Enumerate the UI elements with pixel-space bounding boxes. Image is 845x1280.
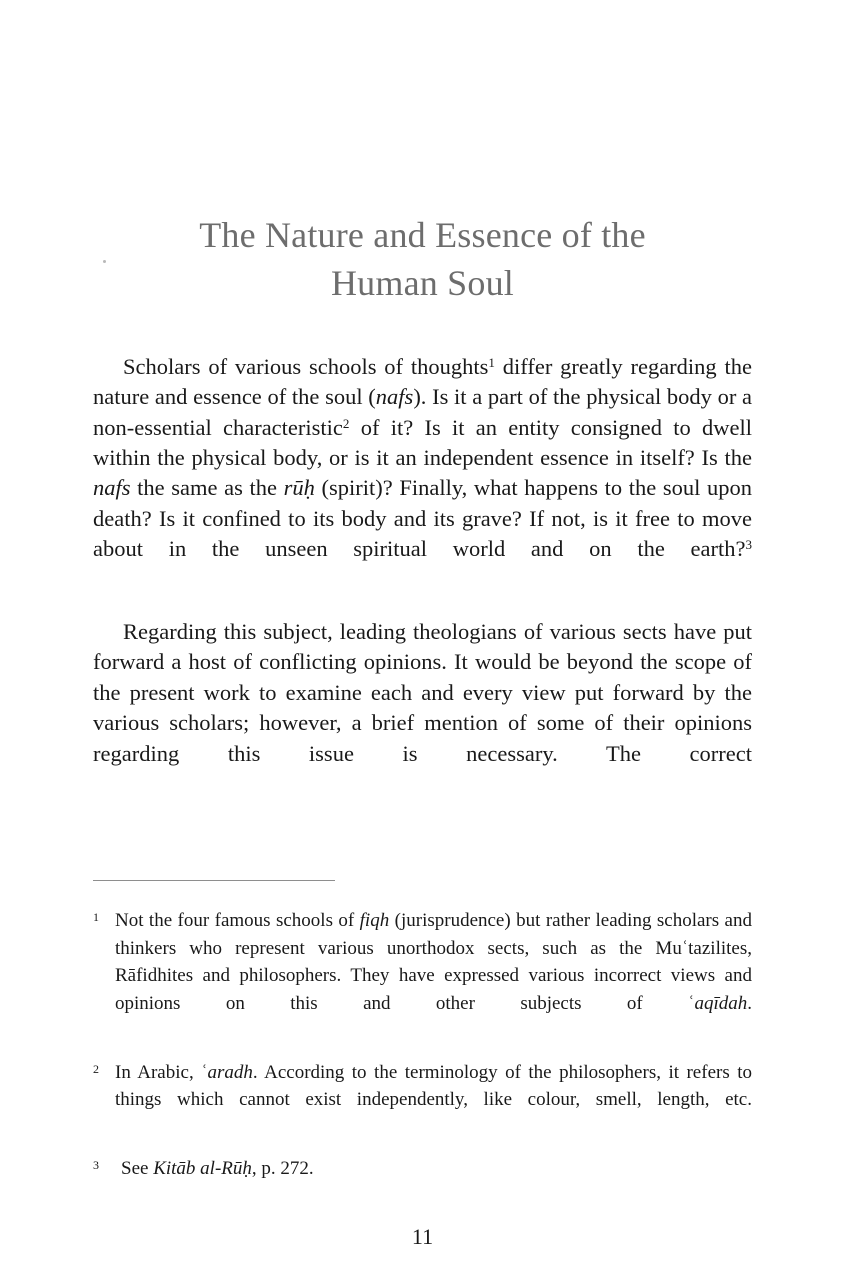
footnote-1	[93, 907, 752, 1045]
body-text	[93, 352, 752, 800]
footnote-2	[93, 1059, 752, 1142]
chapter-title	[93, 0, 752, 308]
footnote-3	[93, 1155, 752, 1210]
footnote-2-text: In Arabic, ʿaradh. According to the terminology of the philosophers, it refers to things which cannot exist independently, like colour, smell, length, etc.	[115, 1061, 752, 1110]
chapter-title-line-2: Human Soul	[330, 262, 514, 303]
page-number: 11	[411, 1224, 434, 1249]
chapter-title-line-1: The Nature and Essence of the	[199, 215, 646, 255]
italic-term: aradh	[207, 1061, 253, 1083]
page-content-column	[93, 0, 752, 799]
italic-term: nafs	[93, 475, 131, 501]
body-paragraph-1: Scholars of various schools of thoughts$^1$ differ greatly regarding the nature and essence of the soul (nafs). Is it a part of the physical body or a non-essential characteristic$^2$ of it? Is it an entity consigned to dwell within the physical body, or is it an independent essence in itself? Is the nafs the same as the rūḥ (spirit)? Finally, what happens to the soul upon death? Is it confined to its body and its grave? If not, is it free to move about in the unseen spiritual world and on the earth?$^3$	[93, 353, 753, 562]
italic-term: aqīdah	[694, 992, 748, 1014]
italic-term: Kitāb al-Rūḥ	[153, 1158, 252, 1179]
footnote-3-marker: 3	[93, 1158, 99, 1172]
footnote-2-marker: 2	[93, 1061, 99, 1076]
footnote-separator-rule	[93, 880, 335, 881]
italic-term: fiqh	[359, 910, 390, 931]
italic-term: rūḥ	[283, 475, 315, 501]
italic-term: nafs	[375, 384, 414, 410]
body-paragraph-2: Regarding this subject, leading theologians of various sects have put forward a host of conflicting opinions. It would be beyond the scope of the present work to examine each and every view put forward by the various scholars; however, a brief mention of some of their opinions regarding this issue is necessary. The correct	[93, 619, 752, 766]
footnote-reference-1: 1	[488, 354, 495, 370]
footnote-1-marker: 1	[93, 910, 99, 924]
footnote-reference-2: 2	[342, 415, 350, 431]
footnote-reference-3: 3	[745, 537, 752, 553]
footnote-1-text: Not the four famous schools of fiqh (jurisprudence) but rather leading scholars and thinkers who represent various unorthodox sects, such as the Muʿtazilites, Rāfidhites and philosophers. They have expressed various incorrect views and opinions on this and other subjects of ʿaqīdah.	[115, 910, 752, 1014]
footnote-section	[93, 880, 752, 1210]
footnote-3-text: See Kitāb al-Rūḥ, p. 272.	[121, 1158, 314, 1179]
